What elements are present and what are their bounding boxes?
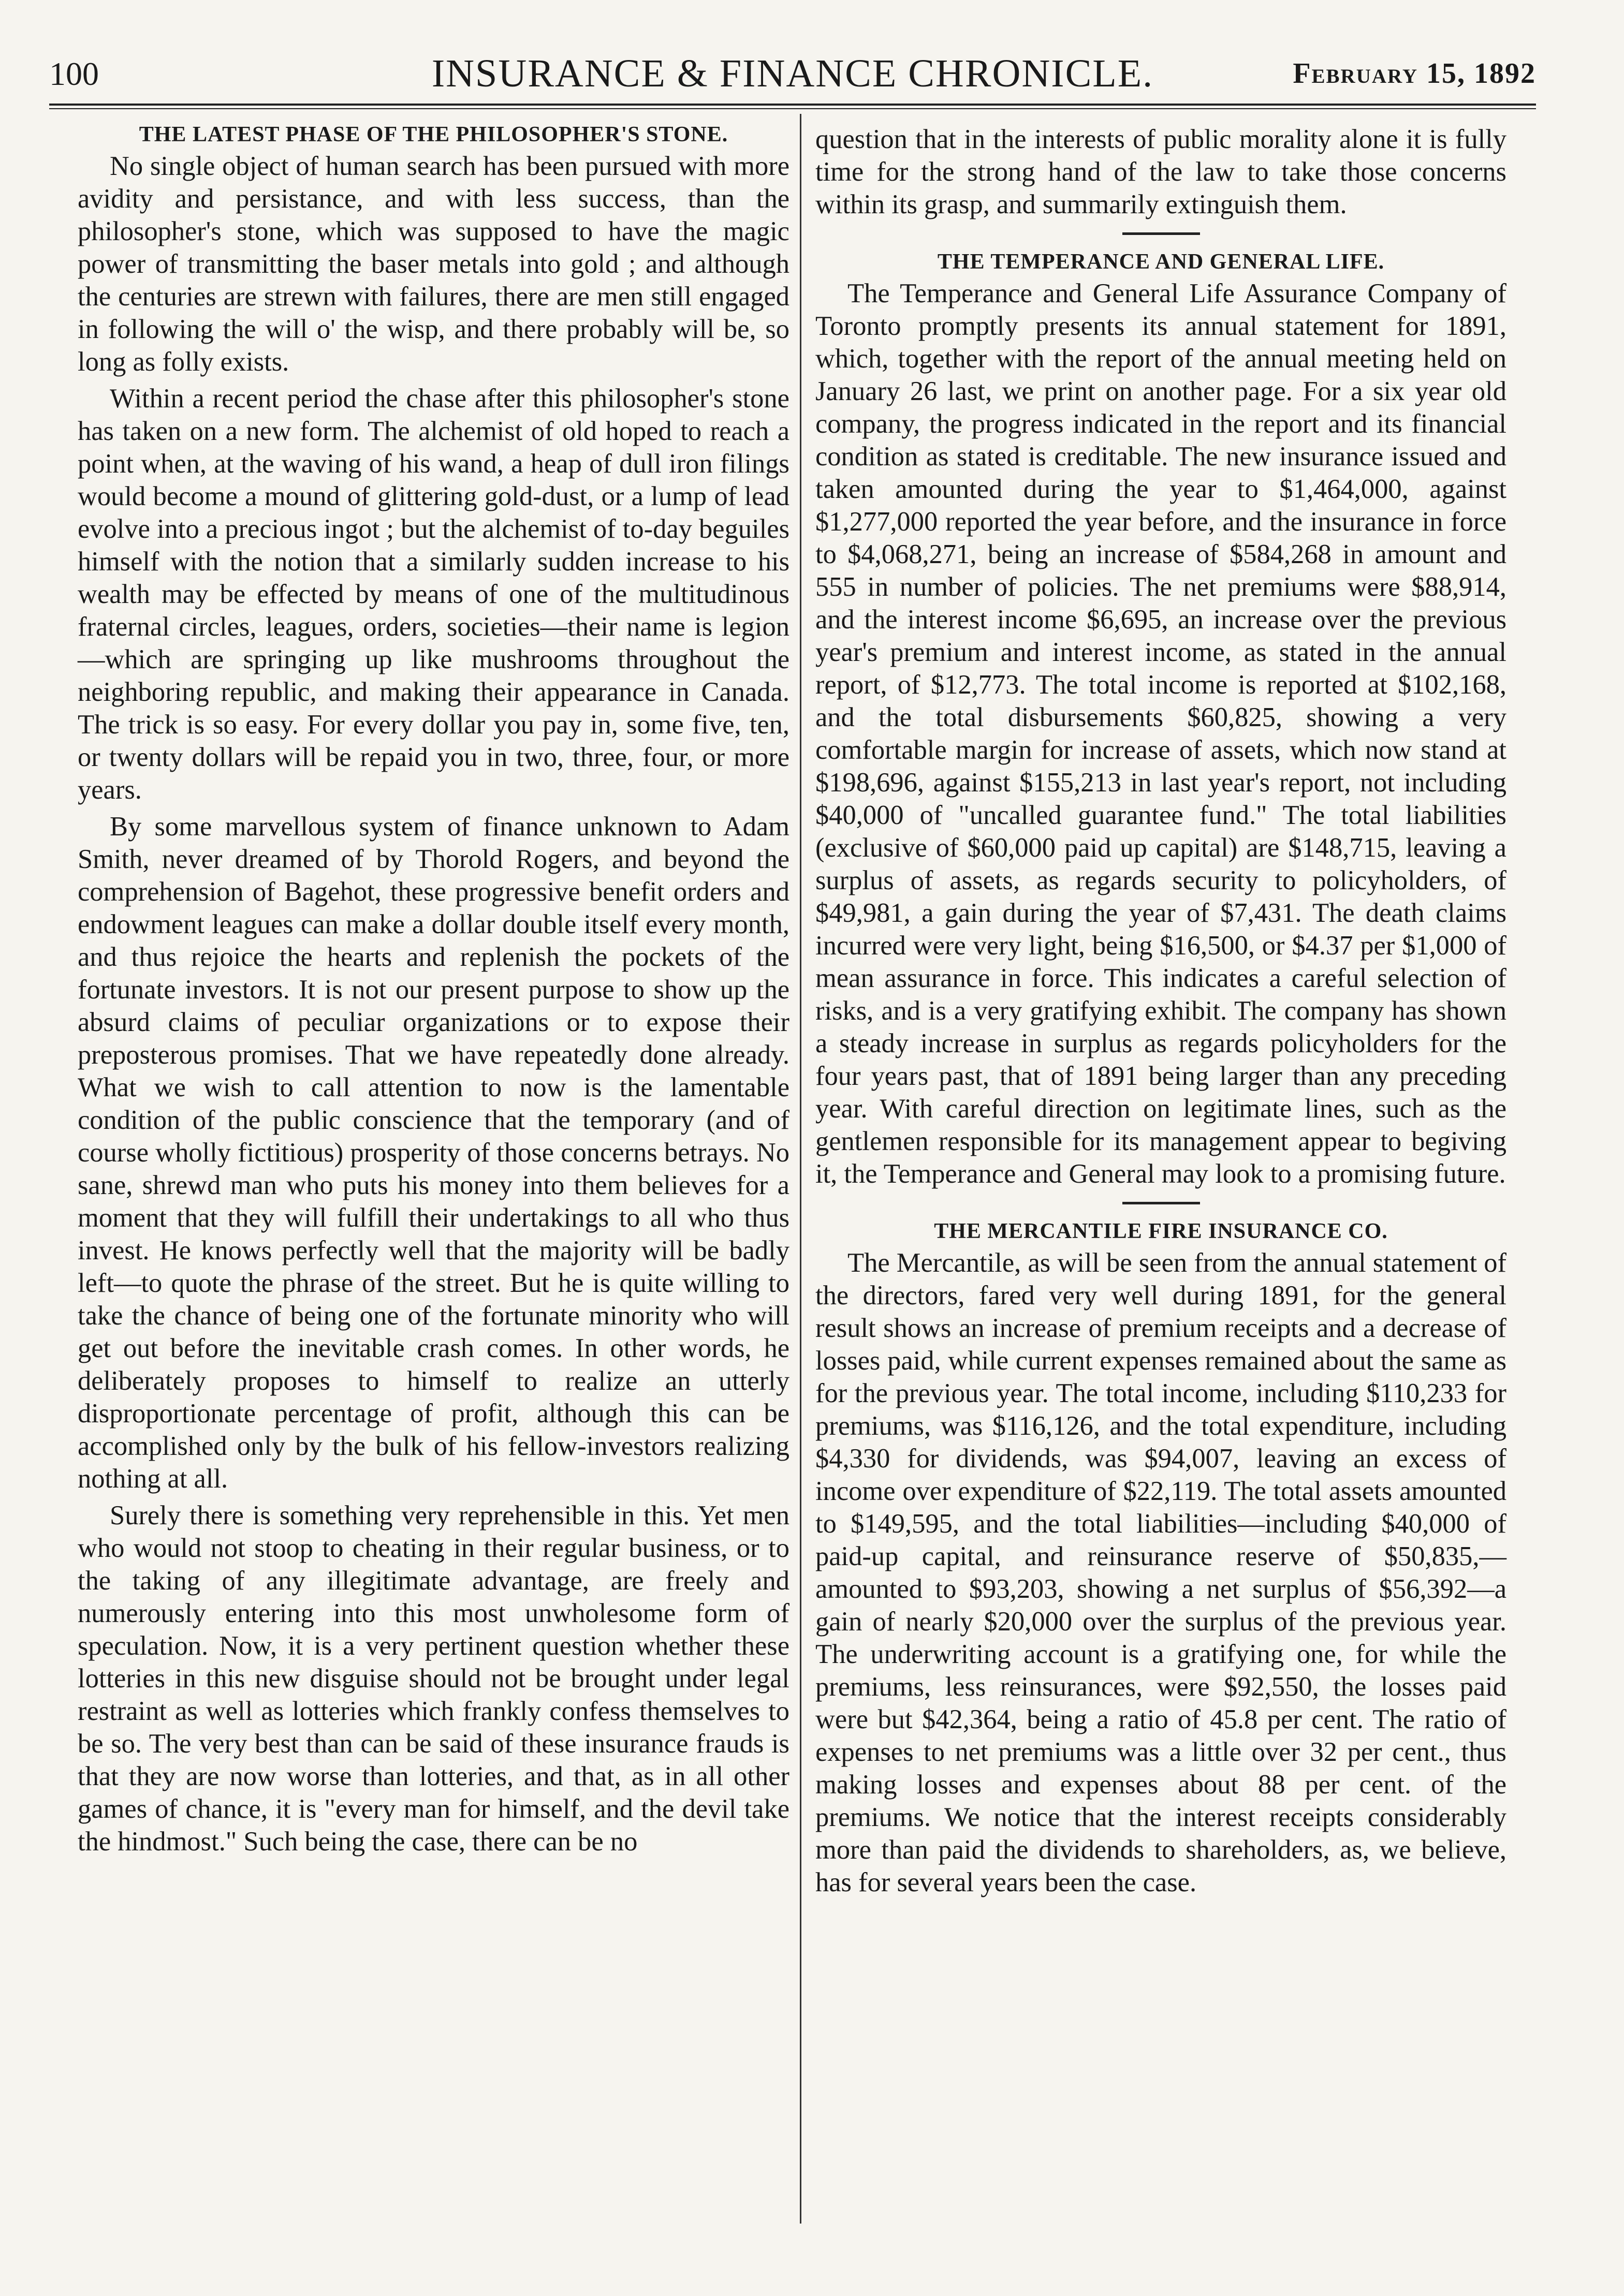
section-separator bbox=[1122, 1202, 1200, 1204]
article-paragraph: The Temperance and General Life Assurance Company of Toronto promptly presents its annual statement for 1891, which, together with the report of the annual meeting held on January 26 last, we print on another page. For a six year old company, the progress indicated in the report and its financial condition as stated is creditable. The new insurance issued and taken amounted during the year to $1,464,000, against $1,277,000 reported the year before, and the insurance in force to $4,068,271, being an increase of $584,268 in amount and 555 in number of policies. The net premiums were $88,914, and the interest income $6,695, an increase over the previous year's premium and interest income, as stated in the annual report, of $12,773. The total income is reported at $102,168, and the total disbursements $60,825, showing a very comfortable margin for increase of assets, which now stand at $198,696, against $155,213 in last year's report, not including $40,000 of "uncalled guarantee fund." The total liabilities (exclusive of $60,000 paid up capital) are $148,715, leaving a surplus of assets, as regards security to policyholders, of $49,981, a gain during the year of $7,431. The death claims incurred were very light, being $16,500, or $4.37 per $1,000 of mean assurance in force. This indicates a careful selection of risks, and is a very gratifying exhibit. The company has shown a steady increase in surplus as regards policyholders for the four years past, that of 1891 being larger than any preceding year. With careful direction on legitimate lines, such as the gentlemen responsible for its management appear to begiving it, the Temperance and General may look to a promising future. bbox=[815, 278, 1506, 1189]
article-paragraph: By some marvellous system of finance unknown to Adam Smith, never dreamed of by Thorold Rogers, and beyond the comprehension of Bagehot, these progressive benefit orders and endowment leagues can make a dollar double itself every month, and thus rejoice the hearts and replenish the pockets of the fortunate investors. It is not our present purpose to show up the absurd claims of peculiar organizations or to expose their preposterous promises. That we have repeatedly done already. What we wish to call attention to now is the lamentable condition of the public conscience that the temporary (and of course wholly fictitious) prosperity of those concerns betrays. No sane, shrewd man who puts his money into them believes for a moment that they will fulfill their undertakings to all who thus invest. He knows perfectly well that the majority will be badly left—to quote the phrase of the street. But he is quite willing to take the chance of being one of the fortunate minority who will get out before the inevitable crash comes. In other words, he deliberately proposes to himself to realize an utterly disproportionate percentage of profit, although this can be accomplished only by the bulk of his fellow-investors realizing nothing at all. bbox=[78, 812, 789, 1494]
issue-date: February 15, 1892 bbox=[1293, 57, 1536, 90]
article-paragraph: The Mercantile, as will be seen from the annual statement of the directors, fared very well during 1891, for the general result shows an increase of premium receipts and a decrease of losses paid, while current expenses remained about the same as for the previous year. The total income, including $110,233 for premiums, was $116,126, and the total expenditure, including $4,330 for dividends, was $94,007, leaving an excess of income over expenditure of $22,119. The total assets amounted to $149,595, and the total liabilities—including $40,000 of paid-up capital, and reinsurance reserve of $50,835,—amounted to $93,203, showing a net surplus of $56,392—a gain of nearly $20,000 over the surplus of the previous year. The underwriting account is a gratifying one, for while the premiums, less reinsurances, were $92,550, the losses paid were but $42,364, being a ratio of 45.8 per cent. The ratio of expenses to net premiums was a little over 32 per cent., thus making losses and expenses about 88 per cent. of the premiums. We notice that the interest receipts considerably more than paid the dividends to shareholders, as, we believe, has for several years been the case. bbox=[815, 1248, 1506, 1897]
article-title-temperance-general: THE TEMPERANCE AND GENERAL LIFE. bbox=[937, 250, 1385, 274]
column-divider bbox=[800, 114, 801, 2224]
section-separator bbox=[1122, 232, 1200, 235]
left-column bbox=[78, 123, 789, 1862]
article-paragraph: No single object of human search has been pursued with more avidity and persistance, and with less success, than the philosopher's stone, which was supposed to have the magic power of transmitting the baser metals into gold ; and although the centuries are strewn with failures, there are men still engaged in following the will o' the wisp, and there probably will be, so long as folly exists. bbox=[78, 151, 789, 377]
page-header bbox=[49, 49, 1536, 98]
right-column bbox=[815, 123, 1506, 1903]
article-paragraph: Surely there is something very reprehensible in this. Yet men who would not stoop to cheating in their regular business, or to the taking of any illegitimate advantage, are freely and numerously entering into this most unwholesome form of speculation. Now, it is a very pertinent question whether these lotteries in this new disguise should not be brought under legal restraint as well as lotteries which frankly confess themselves to be so. The very best than can be said of these insurance frauds is that they are now worse than lotteries, and that, as in all other games of chance, it is "every man for himself, and the devil take the hindmost." Such being the case, there can be no bbox=[78, 1500, 789, 1857]
article-title-mercantile-fire: THE MERCANTILE FIRE INSURANCE CO. bbox=[934, 1219, 1388, 1243]
publication-title: INSURANCE & FINANCE CHRONICLE. bbox=[431, 52, 1154, 95]
article-title-philosophers-stone: THE LATEST PHASE OF THE PHILOSOPHER'S STONE. bbox=[139, 123, 728, 146]
article-continuation: question that in the interests of public morality alone it is fully time for the strong hand of the law to take those concerns within its grasp, and summarily extinguish them. bbox=[815, 124, 1506, 219]
article-paragraph: Within a recent period the chase after this philosopher's stone has taken on a new form. The alchemist of old hoped to reach a point when, at the waving of his wand, a heap of dull iron filings would become a mound of glittering gold-dust, or a lump of lead evolve into a precious ingot ; but the alchemist of to-day beguiles himself with the notion that a similarly sudden increase to his wealth may be effected by means of one of the multitudinous fraternal circles, leagues, orders, societies—their name is legion—which are springing up like mushrooms throughout the neighboring republic, and making their appearance in Canada. The trick is so easy. For every dollar you pay in, some five, ten, or twenty dollars will be repaid you in two, three, four, or more years. bbox=[78, 384, 789, 805]
header-rule bbox=[49, 104, 1536, 109]
page-number: 100 bbox=[49, 55, 99, 92]
